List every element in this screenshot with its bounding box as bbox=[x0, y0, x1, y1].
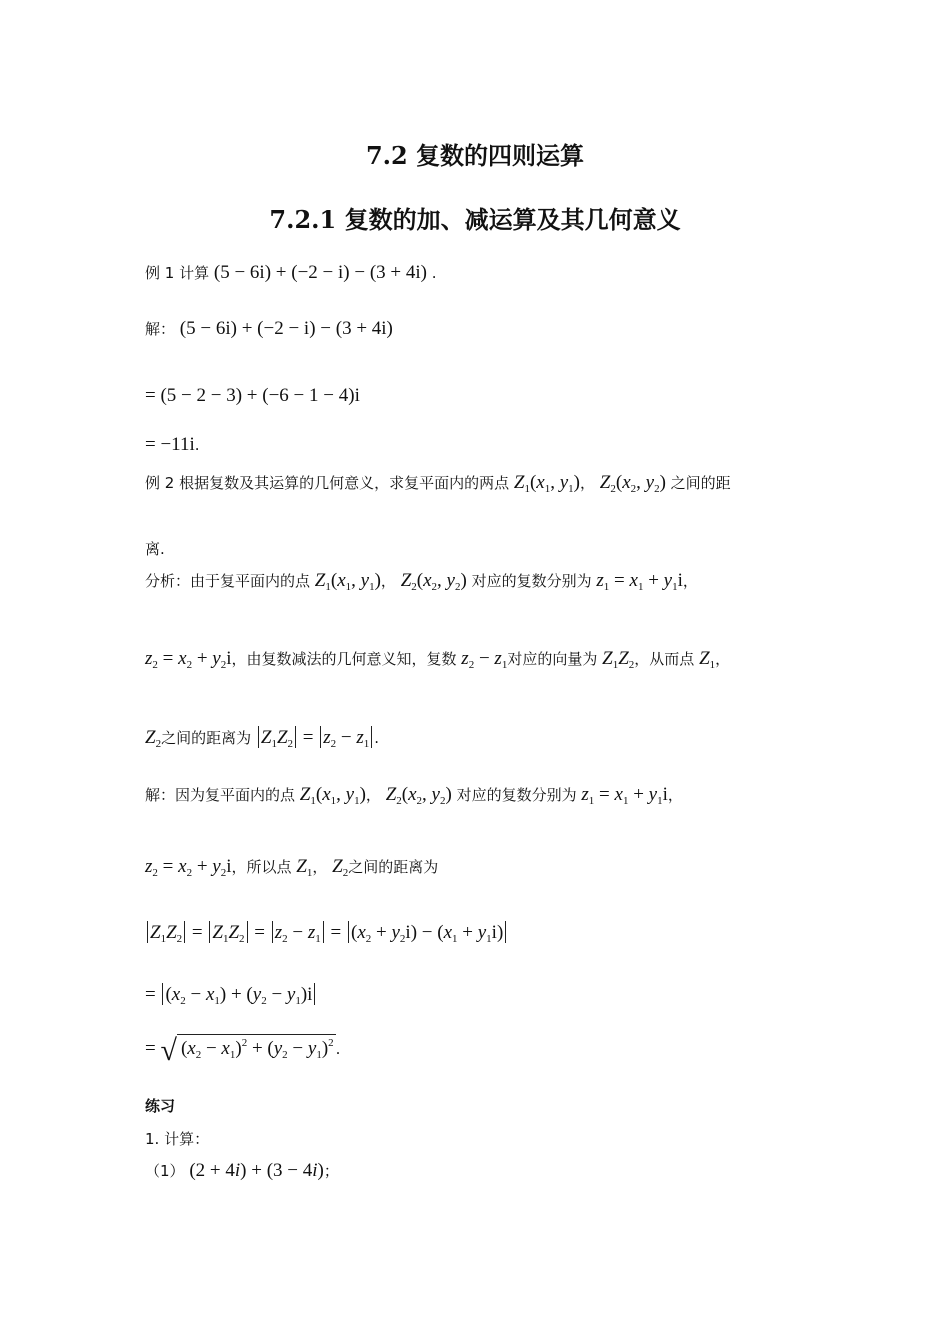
difference: $z_2 - z_1$ bbox=[461, 648, 508, 671]
example1-step1: = (5 − 2 − 3) + (−6 − 1 − 4)i bbox=[145, 385, 360, 406]
solution-a: 解：因为复平面内的点 bbox=[145, 786, 296, 804]
analysis-f: 之间的距离为 bbox=[161, 729, 252, 747]
example1-step2: = −11i bbox=[145, 434, 195, 455]
complex-z1: $z_1 = x_1 + y_1i$ bbox=[581, 784, 668, 807]
separator: ， bbox=[579, 474, 595, 492]
solution-eq2 bbox=[145, 983, 317, 1007]
practice-heading: 练习 bbox=[145, 1097, 176, 1115]
practice-sub-1-label: （1） bbox=[145, 1162, 185, 1180]
vector-z1z2: $Z_1Z_2$ bbox=[602, 648, 635, 671]
analysis-b: 对应的复数分别为 bbox=[471, 572, 592, 590]
point-z1: $Z_1(x_1$, $y_1$) bbox=[513, 472, 580, 495]
point-z2: $Z_2(x_2$, $y_2$) bbox=[400, 570, 467, 593]
comma: ， bbox=[312, 858, 328, 876]
solution-b: 对应的复数分别为 bbox=[456, 786, 577, 804]
eq2-expression: = $(x_2 - x_1) + (y_2 - y_1)i$ bbox=[145, 984, 317, 1005]
example1-end: . bbox=[431, 264, 437, 282]
analysis-c: ，由复数减法的几何意义知，复数 bbox=[231, 650, 457, 668]
solution-c: ，所以点 bbox=[231, 858, 292, 876]
comma: ， bbox=[715, 650, 731, 668]
point-z2: $Z_2(x_2$, $y_2$) bbox=[599, 472, 666, 495]
complex-z1: $z_1 = x_1 + y_1i$ bbox=[596, 570, 683, 593]
analysis-line-1 bbox=[145, 570, 698, 593]
example1-prompt: 例 1 计算 bbox=[145, 264, 210, 282]
example2-prompt-c: 离. bbox=[145, 540, 165, 558]
complex-z2: $z_2 = x_2 + y_2i$ bbox=[145, 648, 232, 671]
period: . bbox=[374, 729, 380, 747]
example1-step2-line bbox=[145, 434, 200, 456]
solution-d: 之间的距离为 bbox=[348, 858, 439, 876]
point-z2-label: $Z_2$ bbox=[332, 856, 349, 879]
example2-prompt-line bbox=[145, 472, 731, 495]
section-title: 7.2 复数的四则运算 bbox=[365, 141, 585, 170]
separator: ， bbox=[380, 572, 396, 590]
practice-item-1: 1. 计算： bbox=[145, 1130, 210, 1148]
distance-expression: $Z_1Z_2 = z_2 - z_1$ bbox=[256, 727, 374, 748]
solution-eq3 bbox=[145, 1034, 340, 1068]
analysis-e: ，从而点 bbox=[634, 650, 695, 668]
point-z1-label: $Z_1$ bbox=[296, 856, 313, 879]
solution-line-1 bbox=[145, 784, 683, 807]
example1-step2-end: . bbox=[194, 436, 200, 454]
eq3-expression: = √ $(x_2 - x_1)^2 + (y_2 - y_1)^2$ bbox=[145, 1034, 334, 1067]
example1-solution-line bbox=[145, 318, 393, 340]
practice-sub-1-end: ； bbox=[323, 1162, 339, 1180]
point-z1: $Z_1(x_1$, $y_1$) bbox=[299, 784, 366, 807]
example2-prompt-b: 之间的距 bbox=[670, 474, 731, 492]
point-z2-label: $Z_2$ bbox=[145, 727, 162, 750]
analysis-a: 分析：由于复平面内的点 bbox=[145, 572, 311, 590]
point-z1-label: $Z_1$ bbox=[699, 648, 716, 671]
point-z2: $Z_2(x_2$, $y_2$) bbox=[385, 784, 452, 807]
separator: ， bbox=[365, 786, 381, 804]
complex-z2: $z_2 = x_2 + y_2i$ bbox=[145, 856, 232, 879]
eq3-end: . bbox=[335, 1040, 341, 1058]
example1-solution-label: 解： bbox=[145, 320, 176, 338]
example1-expression: (5 − 6i) + (−2 − i) − (3 + 4i) bbox=[213, 262, 427, 283]
subsection-title: 7.2.1 复数的加、减运算及其几何意义 bbox=[269, 205, 681, 234]
example2-prompt-a: 例 2 根据复数及其运算的几何意义，求复平面内的两点 bbox=[145, 474, 510, 492]
practice-sub-1 bbox=[145, 1160, 339, 1182]
analysis-line-2 bbox=[145, 648, 730, 671]
comma: ， bbox=[667, 786, 683, 804]
solution-eq1 bbox=[145, 921, 508, 945]
comma: ， bbox=[682, 572, 698, 590]
example1-prompt-line bbox=[145, 262, 437, 284]
analysis-line-3 bbox=[145, 726, 379, 750]
example1-solution-expression: (5 − 6i) + (−2 − i) − (3 + 4i) bbox=[179, 318, 393, 339]
analysis-d: 对应的向量为 bbox=[507, 650, 598, 668]
solution-line-2 bbox=[145, 856, 438, 879]
practice-sub-1-expr: (2 + 4i) + (3 − 4i) bbox=[189, 1160, 324, 1181]
point-z1: $Z_1(x_1$, $y_1$) bbox=[314, 570, 381, 593]
eq1-expression: $Z_1Z_2 = Z_1Z_2 = z_2 - z_1 = (x_2 + y_2i) - (x_1 + y_1i)$ bbox=[145, 922, 508, 943]
